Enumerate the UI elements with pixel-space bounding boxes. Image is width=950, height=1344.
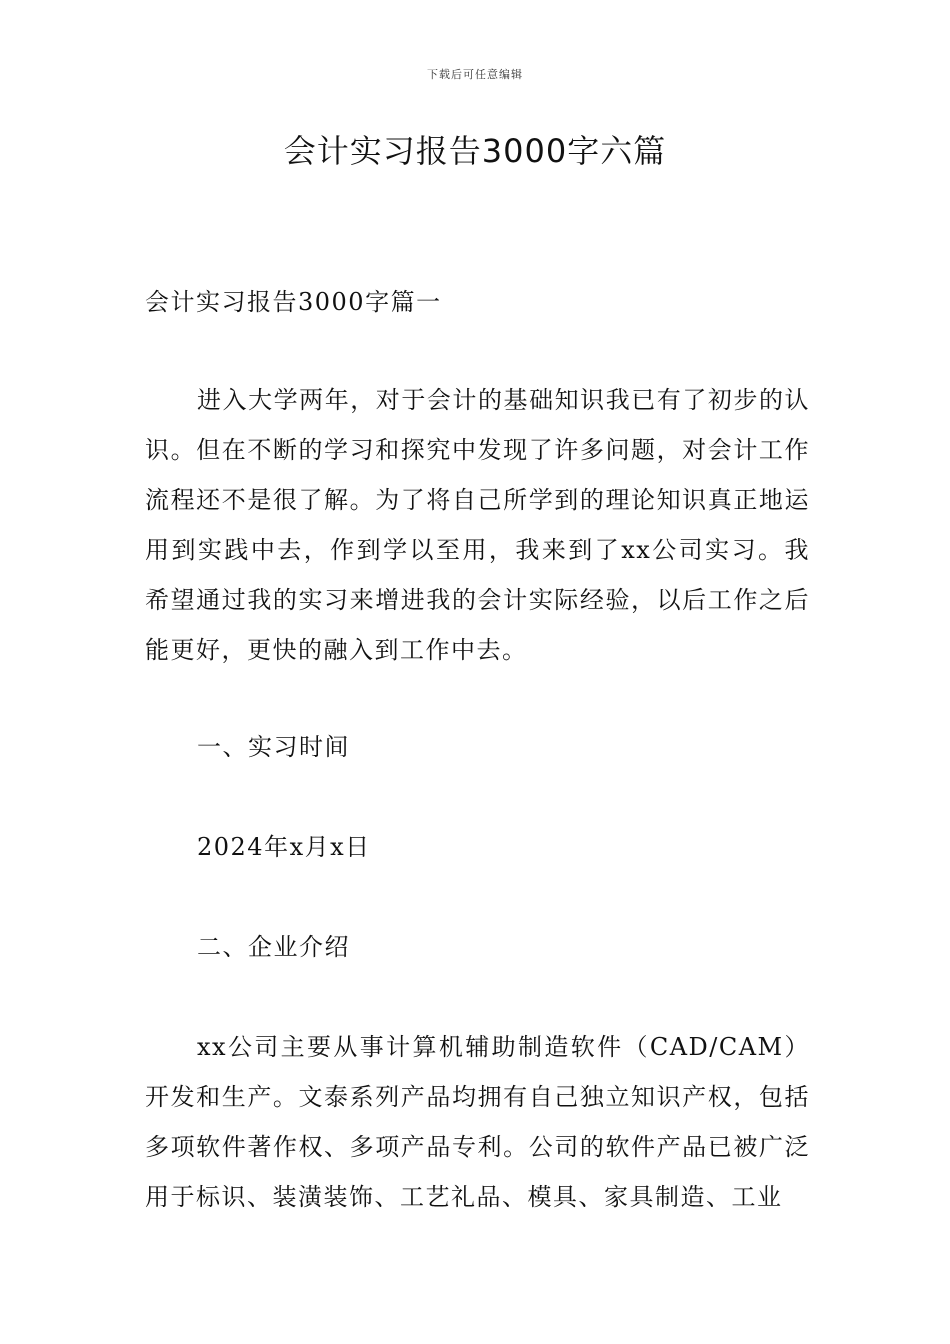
company-paragraph: xx公司主要从事计算机辅助制造软件（CAD/CAM）开发和生产。文泰系列产品均拥有自己独立知识产权，包括多项软件著作权、多项产品专利。公司的软件产品已被广泛用于标识、装潢装饰、工艺礼品、模具、家具制造、工业	[145, 1033, 810, 1211]
section-subtitle: 会计实习报告3000字篇一	[145, 288, 442, 316]
header-note: 下载后可任意编辑	[427, 68, 523, 81]
section-heading-company-intro: 二、企业介绍	[197, 933, 350, 961]
section-heading-internship-time: 一、实习时间	[197, 733, 350, 761]
intro-paragraph: 进入大学两年，对于会计的基础知识我已有了初步的认识。但在不断的学习和探究中发现了许多问题，对会计工作流程还不是很了解。为了将自己所学到的理论知识真正地运用到实践中去，作到学以至用，我来到了xx公司实习。我希望通过我的实习来增进我的会计实际经验，以后工作之后能更好，更快的融入到工作中去。	[145, 386, 810, 664]
internship-date: 2024年x月x日	[197, 833, 371, 861]
page-title: 会计实习报告3000字六篇	[283, 132, 667, 170]
